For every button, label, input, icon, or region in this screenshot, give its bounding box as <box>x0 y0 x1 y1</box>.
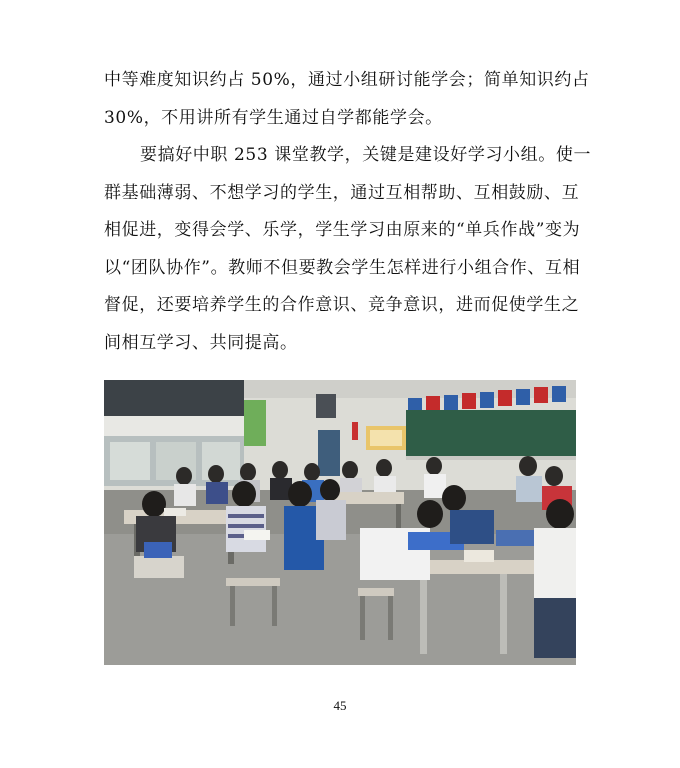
paragraph-start-line: 要搞好中职 253 课堂教学，关键是建设好学习小组。使一 <box>140 145 592 165</box>
text-line-4: 群基础薄弱、不想学习的学生，通过互相帮助、互相鼓励、互 <box>104 182 580 203</box>
text-line-7: 督促，还要培养学生的合作意识、竞争意识，进而促使学生之 <box>104 295 580 315</box>
text-line-2: 30%，不用讲所有学生通过自学都能学会。 <box>104 107 443 128</box>
page-number: 45 <box>333 698 347 713</box>
classroom-photo <box>104 380 576 665</box>
text-line-1: 中等难度知识约占 50%，通过小组研讨能学会；简单知识约占 <box>104 70 590 90</box>
left-window <box>104 380 244 416</box>
text-line-5: 相促进，变得会学、乐学，学生学习由原来的“单兵作战”变为 <box>104 220 581 240</box>
body-text <box>104 62 592 362</box>
blackboard <box>406 410 576 456</box>
text-line-8: 间相互学习、共同提高。 <box>104 332 298 353</box>
text-line-6: 以“团队协作”。教师不但要教会学生怎样进行小组合作、互相 <box>104 257 581 278</box>
wall-poster <box>244 400 266 446</box>
door <box>316 394 336 418</box>
